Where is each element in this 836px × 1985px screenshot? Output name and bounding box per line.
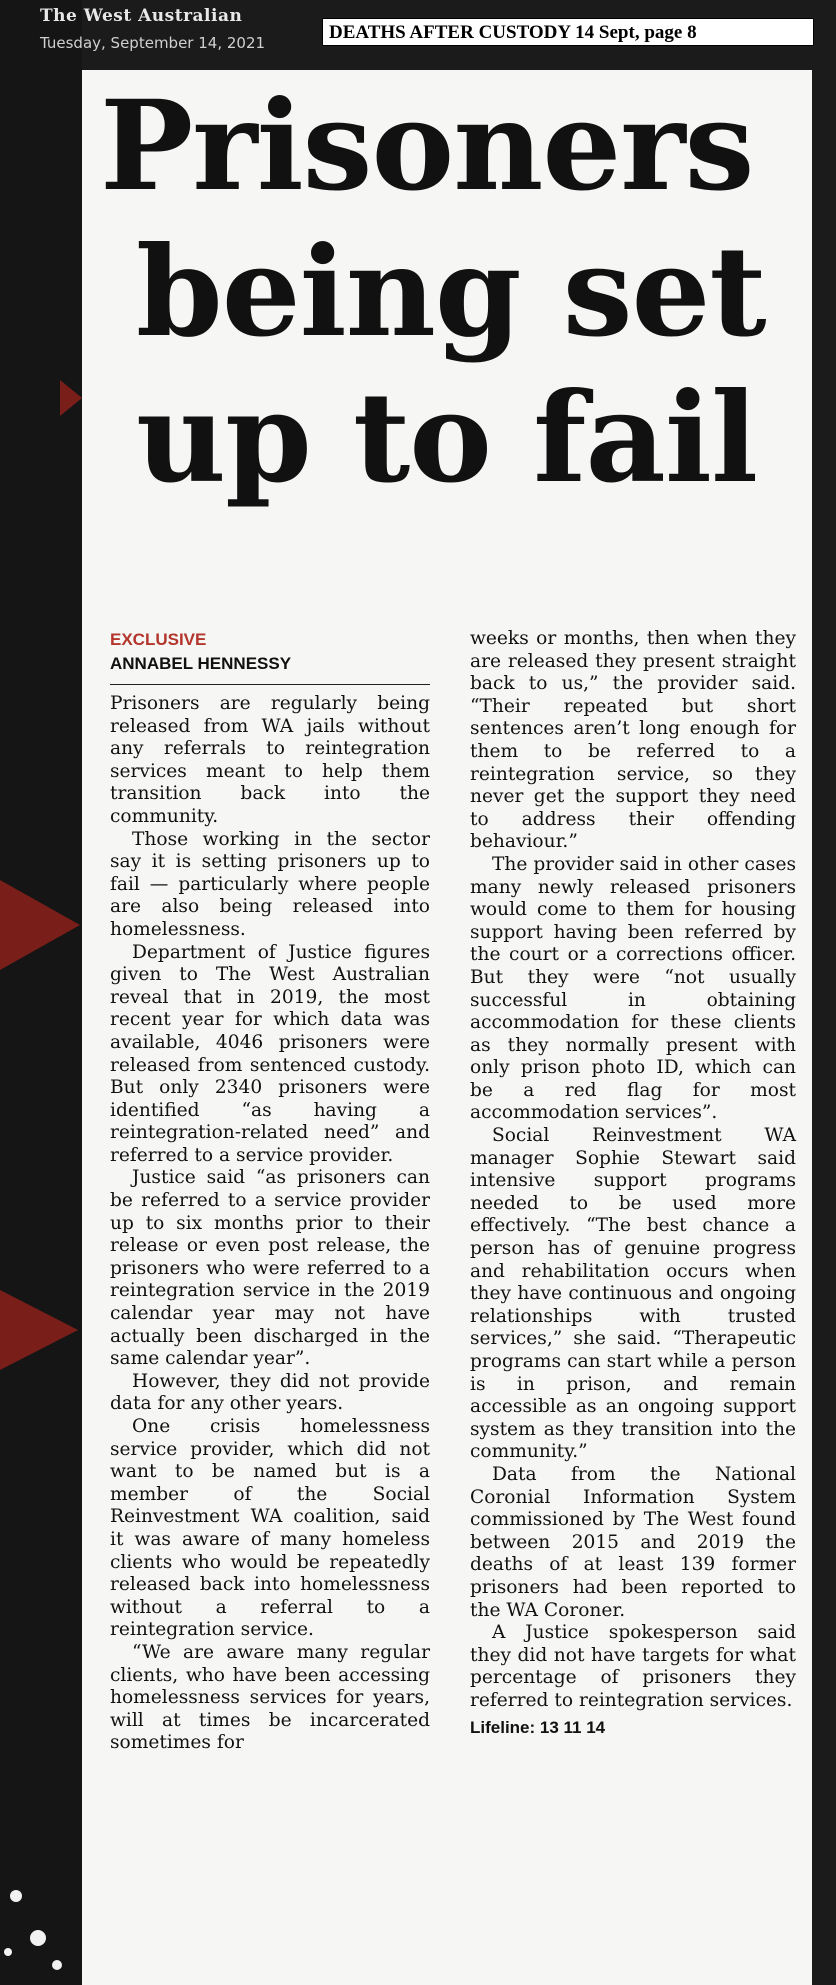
masthead <box>40 4 300 60</box>
lifeline-note: Lifeline: 13 11 14 <box>470 1717 606 1737</box>
paragraph: Prisoners are regularly being released from WA jails without any referrals to reintegration services meant to help them transition back into the community. <box>110 693 430 827</box>
decorative-dots <box>0 1870 80 1985</box>
paragraph: A Justice spokesperson said they did not have targets for what percentage of prisoners they referred to reintegration services. <box>470 1622 796 1711</box>
paragraph: “We are aware many regular clients, who have been accessing homelessness services for years, will at times be incarcerated sometimes for <box>110 1641 430 1754</box>
clipping-tag-label: DEATHS AFTER CUSTODY 14 Sept, page 8 <box>322 18 814 46</box>
decorative-triangle <box>60 380 82 416</box>
paragraph: One crisis homelessness service provider, which did not want to be named but is a member of the Social Reinvestment WA coalition, said it was aware of many homeless clients who would be repeatedly released back into homelessness without a referral to a reintegration service. <box>110 1416 430 1641</box>
newspaper-name: The West Australian <box>40 6 243 26</box>
headline-line-1: Prisoners <box>100 74 754 219</box>
publication-date: Tuesday, September 14, 2021 <box>40 34 266 52</box>
paragraph: Those working in the sector say it is setting prisoners up to fail — particularly where people are also being released into homelessness. <box>110 828 430 940</box>
paragraph: The provider said in other cases many newly released prisoners would come to them for housing support having been referred by the court or a corrections officer. But they were “not usually successful in obtaining accommodation for these clients as they normally present with only prison photo ID, which can be a red flag for most accommodation services”. <box>470 853 796 1124</box>
paragraph: Department of Justice figures given to The West Australian reveal that in 2019, the most recent year for which data was available, 4046 prisoners were released from sentenced custody. But only 2340 prisoners were identified “as having a reintegration-related need” and referred to a service provider. <box>110 941 430 1166</box>
article-column-right <box>470 628 796 1739</box>
paragraph: Social Reinvestment WA manager Sophie Stewart said intensive support programs needed to be used more effectively. “The best chance a person has of genuine progress and rehabilitation occurs when they have continuous and ongoing relationships with trusted services,” she said. “Therapeutic programs can start while a person is in prison, and remain accessible as an ongoing support system as they transition into the community.” <box>470 1125 796 1463</box>
paragraph: weeks or months, then when they are released they present straight back to us,” the provider said. “Their repeated but short sentences aren’t long enough for them to be referred to a reintegration service, so they never get the support they need to address their offending behaviour.” <box>470 628 796 853</box>
byline: ANNABEL HENNESSY <box>110 654 430 685</box>
headline-line-3: up to fail <box>136 366 758 511</box>
decorative-triangle <box>0 1290 78 1370</box>
paragraph: However, they did not provide data for any other years. <box>110 1370 430 1415</box>
clipping-background <box>0 0 82 1985</box>
paragraph: Data from the National Coronial Information System commissioned by The West found between 2015 and 2019 the deaths of at least 139 former prisoners had been reported to the WA Coroner. <box>470 1463 796 1621</box>
headline <box>92 74 812 512</box>
article-column-left <box>110 622 430 1755</box>
headline-line-2: being set <box>136 220 766 365</box>
decorative-triangle <box>0 880 80 970</box>
kicker: EXCLUSIVE <box>110 630 207 649</box>
paragraph: Justice said “as prisoners can be referred to a service provider up to six months prior to their release or even post release, the prisoners who were referred to a reintegration service in the 2019 calendar year may not have actually been discharged in the same calendar year”. <box>110 1167 430 1370</box>
